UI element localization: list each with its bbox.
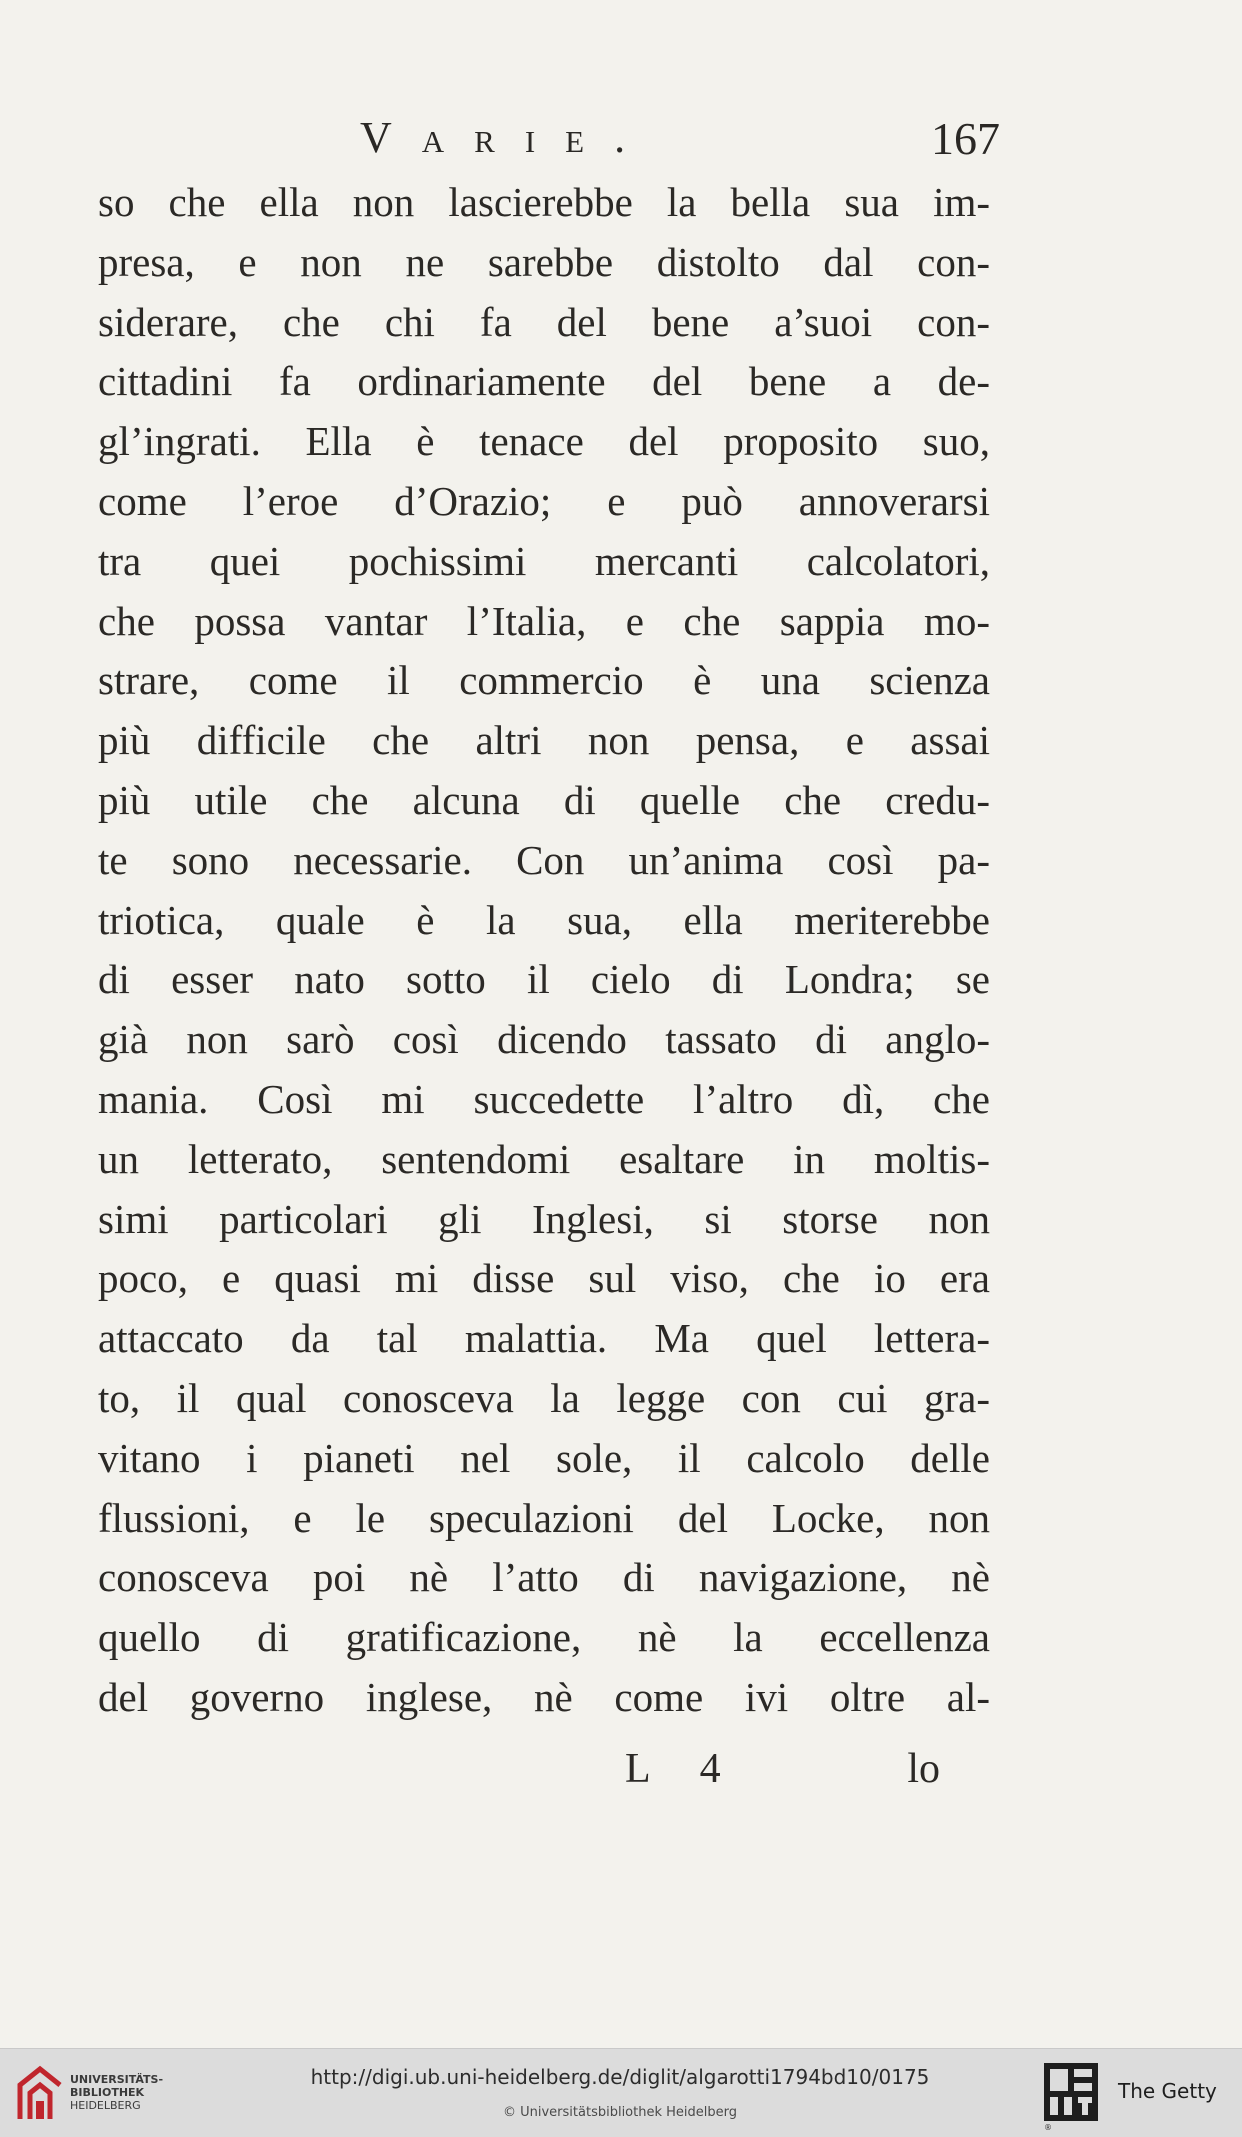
text-line: conosceva poi nè l’atto di navigazione, nè [98,1554,990,1601]
text-line: vitano i pianeti nel sole, il calcolo delle [98,1434,990,1481]
registered-mark: ® [1044,2123,1052,2132]
permalink-url[interactable]: http://digi.ub.uni-heidelberg.de/diglit/algarotti1794bd10/0175 [310,2065,930,2089]
library-name-line: HEIDELBERG [70,2099,141,2112]
text-line: quello di gratificazione, nè la eccellenza [98,1614,990,1661]
text-line: to, il qual conosceva la legge con cui gra- [98,1374,990,1421]
getty-logo-icon[interactable] [1044,2063,1098,2121]
text-line: del governo inglese, nè come ivi oltre al- [98,1673,990,1720]
text-line: gl’ingrati. Ella è tenace del proposito suo, [98,418,990,465]
text-line: più difficile che altri non pensa, e assai [98,717,990,764]
heidelberg-logo-icon [12,2063,68,2123]
text-line: strare, come il commercio è una scienza [98,657,990,704]
text-line: attaccato da tal malattia. Ma quel lettera- [98,1315,990,1362]
text-line: mania. Così mi succedette l’altro dì, che [98,1075,990,1122]
text-line: già non sarò così dicendo tassato di anglo- [98,1016,990,1063]
text-line: presa, e non ne sarebbe distolto dal con- [98,238,990,285]
library-name-line: UNIVERSITÄTS- [70,2073,164,2086]
getty-name[interactable]: The Getty [1118,2079,1217,2103]
text-line: come l’eroe d’Orazio; e può annoverarsi [98,477,990,524]
text-line: triotica, quale è la sua, ella meriterebbe [98,896,990,943]
viewer-footer [0,2048,1242,2137]
text-line: te sono necessarie. Con un’anima così pa- [98,836,990,883]
text-line: siderare, che chi fa del bene a’suoi con- [98,298,990,345]
text-line: più utile che alcuna di quelle che credu- [98,776,990,823]
signature-line [610,1745,940,1805]
signature-mark: L 4 [625,1746,741,1792]
body-text [98,173,990,1728]
text-line: flussioni, e le speculazioni del Locke, non [98,1494,990,1541]
text-line: cittadini fa ordinariamente del bene a de- [98,358,990,405]
running-head-title: Varie. [360,113,656,162]
running-head [360,112,1000,172]
text-line: un letterato, sentendomi esaltare in moltis- [98,1135,990,1182]
text-line: simi particolari gli Inglesi, si storse non [98,1195,990,1242]
text-line: di esser nato sotto il cielo di Londra; se [98,956,990,1003]
text-line: tra quei pochissimi mercanti calcolatori, [98,537,990,584]
page-number: 167 [931,113,1000,164]
text-line: so che ella non lascierebbe la bella sua im- [98,179,990,225]
library-name [70,2073,163,2112]
copyright-notice: © Universitätsbibliothek Heidelberg [502,2105,737,2120]
library-name-line: BIBLIOTHEK [70,2086,145,2099]
text-line: poco, e quasi mi disse sul viso, che io era [98,1255,990,1302]
university-library-logo[interactable] [12,2061,172,2125]
catchword: lo [907,1746,940,1792]
text-line: che possa vantar l’Italia, e che sappia mo- [98,597,990,644]
